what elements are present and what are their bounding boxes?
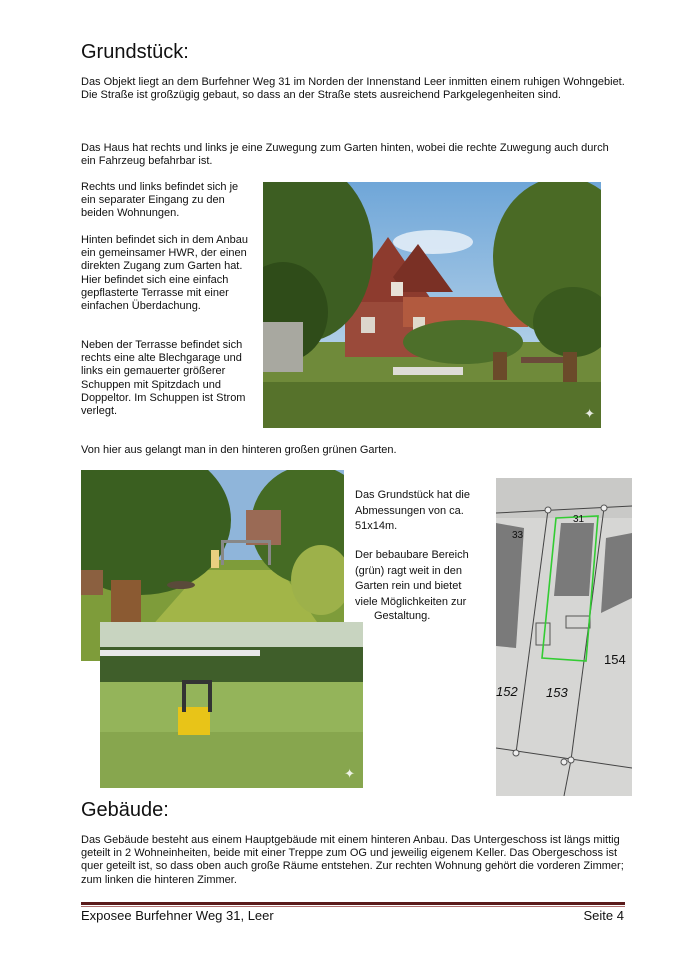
section-heading-grundstueck: Grundstück: xyxy=(81,41,189,63)
sparkle-icon: ✦ xyxy=(584,406,595,421)
footer-rule-thin xyxy=(81,906,625,907)
map-label-31: 31 xyxy=(573,514,585,525)
access-paragraph: Das Haus hat rechts und links je eine Zuwegung zum Garten hinten, wobei die rechte Zuwegung auch durch ein Fahrzeug befahrbar ist. xyxy=(81,142,609,168)
lawnmower-photo xyxy=(100,622,363,788)
section-heading-gebaeude: Gebäude: xyxy=(81,799,169,821)
building-paragraph: Das Gebäude besteht aus einem Hauptgebäude mit einem hinteren Anbau. Das Untergeschoss ist längs mittig geteilt in 2 Wohneinheiten, beide mit einer Treppe zum OG und jeweilig eigenem Keller. Das Obergeschoss ist quer geteilt ist, so dass oben auch große Räume entstehen. Zur rechten Wohnung gehört die vorderen Zimmer; zum linken die hinteren Zimmer. xyxy=(81,834,624,886)
map-label-33: 33 xyxy=(512,530,524,541)
building-area-paragraph: Der bebaubare Bereich (grün) ragt weit in den Garten rein und bietet viele Möglichkeiten zur xyxy=(355,549,469,608)
map-label-152: 152 xyxy=(496,684,518,699)
cadastral-map-photo xyxy=(496,478,632,796)
intro-paragraph: Das Objekt liegt an dem Burfehner Weg 31 im Norden der Innenstand Leer inmitten einem ruhigen Wohngebiet. Die Straße ist großzügig gebaut, so dass an der Straße stets ausreichend Parkgelegenheiten sind. xyxy=(81,76,625,102)
garden-intro-paragraph: Von hier aus gelangt man in den hinteren großen grünen Garten. xyxy=(81,444,397,456)
map-label-154: 154 xyxy=(604,652,626,667)
footer-page-number: Seite 4 xyxy=(583,908,624,923)
house-terrace-photo xyxy=(263,182,601,428)
garage-paragraph: Neben der Terrasse befindet sich rechts eine alte Blechgarage und links ein gemauerter größerer Schuppen mit Spitzdach und Doppeltor. Im Schuppen ist Strom verlegt. xyxy=(81,339,246,418)
map-label-153: 153 xyxy=(546,685,568,700)
entrance-paragraph: Rechts und links befindet sich je ein separater Eingang zu den beiden Wohnungen. xyxy=(81,181,239,220)
hwr-paragraph: Hinten befindet sich in dem Anbau ein gemeinsamer HWR, der einen direkten Zugang zum Garten hat. Hier befindet sich eine einfach gepflasterte Terrasse mit einer einfachen Überdachung. xyxy=(81,234,248,313)
footer-rule xyxy=(81,902,625,905)
building-area-paragraph-end: Gestaltung. xyxy=(374,610,431,622)
footer-document-title: Exposee Burfehner Weg 31, Leer xyxy=(81,908,274,923)
sparkle-icon: ✦ xyxy=(344,766,355,781)
plot-size-paragraph: Das Grundstück hat die Abmessungen von ca. 51x14m. xyxy=(355,489,470,532)
